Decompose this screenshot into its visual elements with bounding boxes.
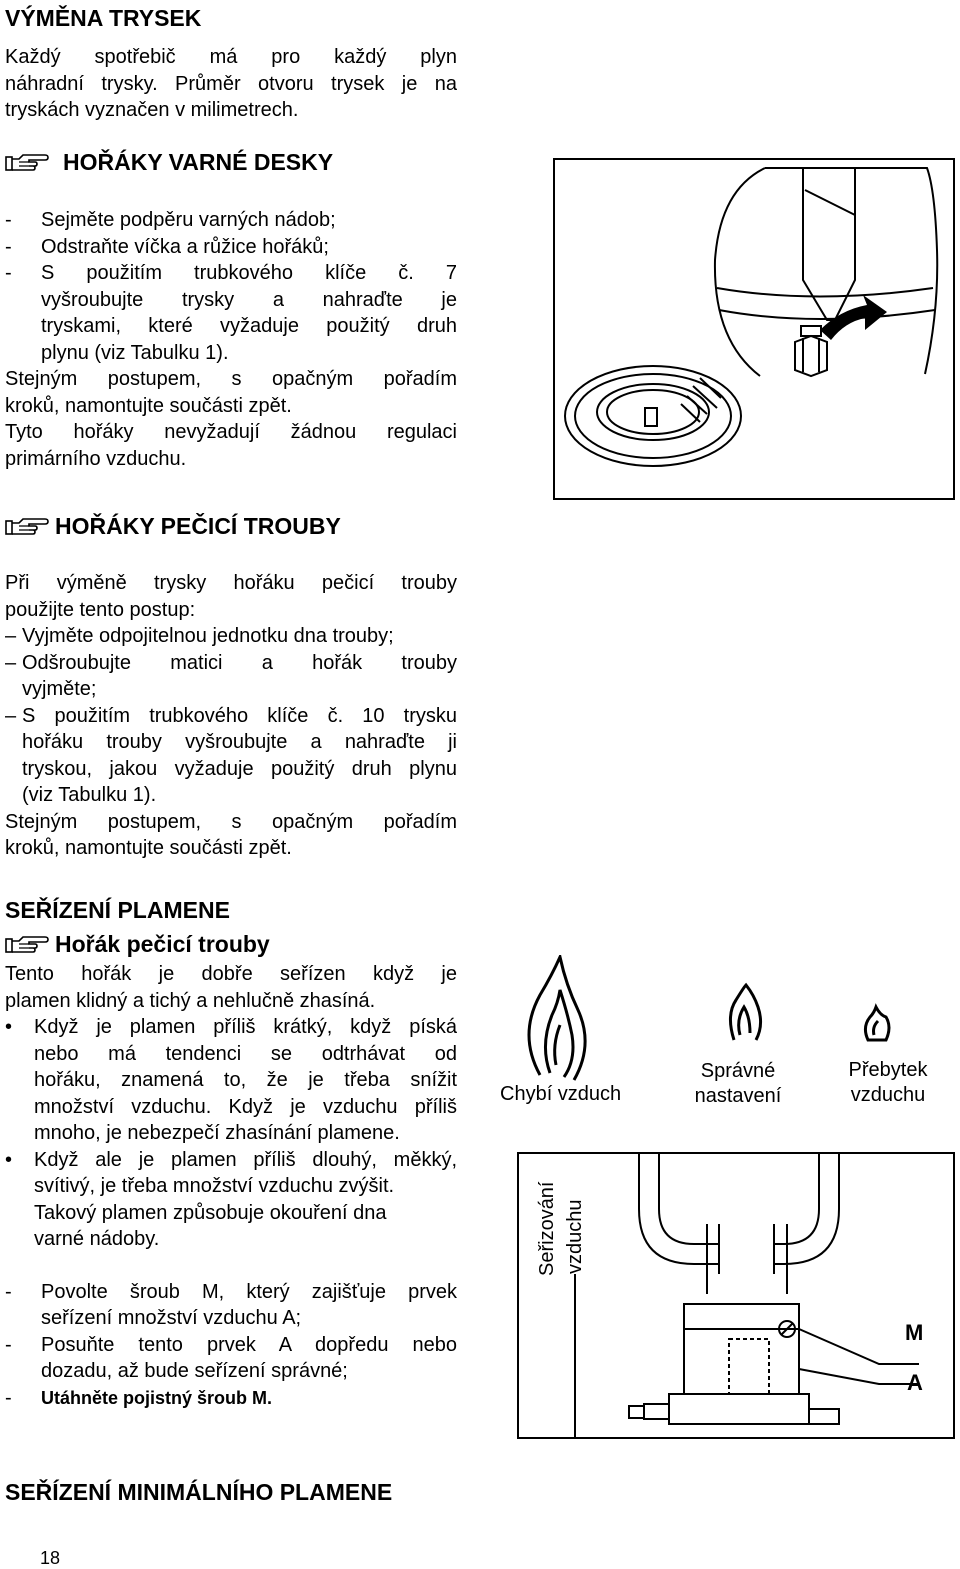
list-marker: - [5, 1386, 12, 1409]
list-item-text: Takový plamen způsobuje okouření dna [34, 1201, 387, 1224]
hob-burners-steps [5, 207, 457, 472]
correct-flame-icon [730, 985, 760, 1040]
page-number: 18 [40, 1548, 61, 1568]
list-marker: - [5, 209, 12, 231]
list-item [5, 1332, 457, 1385]
oven-burner-heading [5, 512, 341, 540]
list-item [5, 650, 457, 703]
list-item-text: dozadu, až bude seřízení správné; [41, 1360, 348, 1382]
label-correct-line: Správné [700, 1060, 776, 1082]
label-excess-line: vzduchu [850, 1084, 926, 1106]
hob-burner-nozzle-illustration [553, 158, 955, 500]
text-line: Tento hořák je dobře seřízen když je [5, 963, 457, 985]
list-item-text: Utáhněte pojistný šroub M. [41, 1387, 273, 1408]
air-adjustment-illustration [517, 1152, 955, 1439]
list-item-text: Když ale je plamen příliš dlouhý, měkký, [34, 1148, 457, 1171]
bullet-marker: • [5, 1148, 13, 1171]
list-item [5, 1279, 457, 1332]
long-flame-icon [529, 957, 585, 1080]
list-item-text: Posuňte tento prvek A dopředu nebo [41, 1333, 457, 1356]
list-marker: - [5, 235, 12, 258]
list-marker: – [5, 651, 17, 674]
list-item-text: varné nádoby. [34, 1228, 160, 1250]
list-marker: - [5, 1333, 12, 1356]
list-item-text: Když je plamen příliš krátký, když píská [34, 1016, 457, 1038]
text-line: Tyto hořáky nevyžadují žádnou regulaci [5, 421, 457, 443]
list-item [5, 1014, 457, 1147]
hob-burners-heading [5, 148, 333, 176]
list-item [5, 1147, 457, 1253]
list-item-text: mnoho, je nebezpečí zhasínání plamene. [34, 1122, 400, 1144]
burner-wrench-drawing [555, 160, 953, 498]
list-item-text: hořáku, znamená to, že je třeba snížit [34, 1069, 457, 1091]
list-marker: – [5, 704, 17, 727]
list-item-text: vyjměte; [22, 678, 97, 700]
label-element-a: A [907, 1370, 923, 1395]
section-title-nozzle-replacement: VÝMĚNA TRYSEK [5, 5, 202, 31]
list-item-text: seřízení množství vzduchu A; [41, 1307, 302, 1329]
list-item-text: tryskami, které vyžaduje použitý druh [41, 315, 457, 337]
label-correct-line: nastavení [694, 1085, 782, 1107]
list-item-text: nebo má tendenci se odtrhávat od [34, 1042, 457, 1065]
text-line: kroků, namontujte součásti zpět. [5, 394, 292, 417]
text-line: použijte tento postup: [5, 598, 196, 621]
pointing-hand-icon [5, 515, 49, 537]
text-line: Každý spotřebič má pro každý plyn [5, 46, 457, 68]
list-item [5, 1385, 457, 1412]
list-item [5, 260, 457, 366]
oven-burner-subheading [5, 930, 270, 958]
text-line: Při výměně trysky hořáku pečicí trouby [5, 572, 457, 594]
text-line: Stejným postupem, s opačným pořadím [5, 810, 457, 833]
text-line: plamen klidný a tichý a nehlučně zhasíná. [5, 989, 376, 1012]
list-item-text: (viz Tabulku 1). [22, 784, 157, 806]
list-item-text: S použitím trubkového klíče č. 7 [41, 262, 457, 284]
text-line: primárního vzduchu. [5, 447, 187, 470]
oven-burner-subtitle: Hořák pečicí trouby [55, 931, 270, 957]
flame-types-illustration [500, 955, 955, 1140]
list-item-text: Povolte šroub M, který zajišťuje prvek [41, 1280, 457, 1303]
text-line: kroků, namontujte součásti zpět. [5, 837, 292, 859]
list-item [5, 623, 457, 650]
list-item-text: hořáku trouby vyšroubujte a nahraďte ji [22, 731, 457, 753]
flame-adjustment-text [5, 961, 457, 1411]
nozzle-intro [5, 44, 457, 124]
text-line: Stejným postupem, s opačným pořadím [5, 368, 457, 390]
label-air-adjustment-2: vzduchu [564, 1199, 586, 1274]
list-marker: – [5, 625, 17, 647]
label-screw-m: M [905, 1320, 924, 1345]
pointing-hand-icon [5, 151, 49, 173]
bullet-marker: • [5, 1016, 13, 1038]
hob-burners-title: HOŘÁKY VARNÉ DESKY [63, 149, 334, 175]
list-item [5, 207, 457, 234]
list-item-text: svítivý, je třeba množství vzduchu zvýšit. [34, 1175, 395, 1197]
label-correct-setting [688, 1059, 788, 1109]
section-title-flame-adjustment: SEŘÍZENÍ PLAMENE [5, 897, 230, 923]
list-item [5, 703, 457, 809]
section-title-min-flame: SEŘÍZENÍ MINIMÁLNÍHO PLAMENE [5, 1479, 393, 1505]
list-item-text: Odšroubujte matici a hořák trouby [22, 651, 457, 674]
list-item-text: Odstraňte víčka a růžice hořáků; [41, 235, 329, 258]
short-flame-icon [865, 1007, 889, 1040]
list-item-text: množství vzduchu. Když je vzduchu příliš [34, 1095, 457, 1118]
list-item-text: S použitím trubkového klíče č. 10 trysku [22, 704, 457, 727]
list-item-text: vyšroubujte trysky a nahraďte je [41, 288, 457, 311]
list-item-text: Vyjměte odpojitelnou jednotku dna trouby; [22, 625, 394, 647]
label-excess-air [838, 1058, 938, 1108]
list-item-text: plynu (viz Tabulku 1). [41, 341, 229, 364]
list-marker: - [5, 262, 12, 284]
label-air-adjustment-1: Seřizování [536, 1181, 558, 1276]
label-excess-line: Přebytek [848, 1059, 928, 1081]
list-item-text: Sejměte podpěru varných nádob; [41, 209, 336, 231]
list-item-text: tryskou, jakou vyžaduje použitý druh plynu [22, 757, 457, 780]
oven-burner-title: HOŘÁKY PEČICÍ TROUBY [55, 513, 341, 539]
text-line: náhradní trysky. Průměr otvoru trysek je na [5, 72, 457, 95]
list-item [5, 234, 457, 261]
pointing-hand-icon [5, 933, 49, 955]
list-marker: - [5, 1280, 12, 1303]
text-line: tryskách vyznačen v milimetrech. [5, 99, 299, 121]
oven-burner-steps [5, 570, 457, 862]
label-lack-of-air: Chybí vzduch [500, 1083, 622, 1105]
